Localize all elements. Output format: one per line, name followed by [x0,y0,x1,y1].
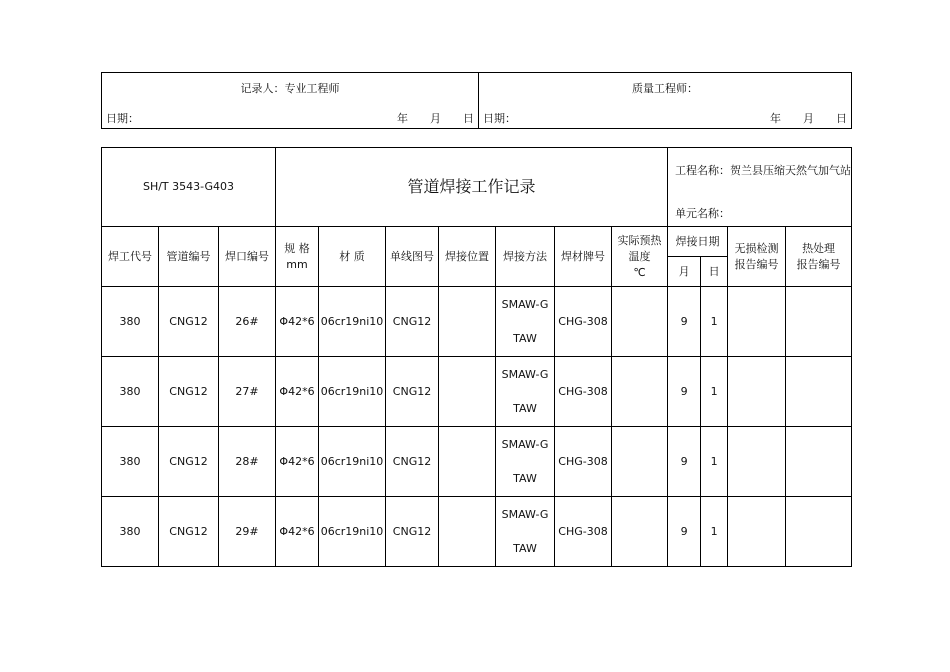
header-heat [786,227,852,287]
header-spec [276,227,319,287]
header-preheat-unit: ℃ [633,265,646,279]
cell-preheat [612,497,668,567]
quality-date-label: 日期： [483,112,516,125]
header-pipe-no: 管道编号 [159,227,219,287]
cell-method-line1: SMAW-G [501,297,549,311]
cell-day: 1 [701,357,728,427]
cell-ndt [728,357,786,427]
cell-consumable: CHG-308 [555,357,612,427]
cell-month: 9 [668,497,701,567]
cell-method-line1: SMAW-G [501,507,549,521]
cell-welder: 380 [102,357,159,427]
cell-heat [786,357,852,427]
cell-method [496,357,555,427]
cell-joint: 28# [219,427,276,497]
quality-label: 质量工程师： [632,82,698,95]
cell-drawing: CNG12 [386,287,439,357]
cell-position [439,287,496,357]
header-drawing-no: 单线图号 [386,227,439,287]
cell-drawing: CNG12 [386,497,439,567]
month-label: 月 [803,112,814,125]
header-welder-code: 焊工代号 [102,227,159,287]
project-name-line [675,163,851,179]
day-label: 日 [836,112,847,125]
cell-welder: 380 [102,427,159,497]
cell-month: 9 [668,427,701,497]
cell-position [439,427,496,497]
cell-preheat [612,357,668,427]
quality-signature-cell [479,73,852,129]
cell-day: 1 [701,427,728,497]
header-month: 月 [668,257,701,287]
header-date: 焊接日期 [668,227,728,257]
header-ndt-line1: 无损检测 [734,241,779,255]
year-label: 年 [770,112,781,125]
table-row [102,497,852,567]
cell-welder: 380 [102,287,159,357]
cell-heat [786,287,852,357]
cell-method [496,427,555,497]
table-row [102,427,852,497]
cell-method-line2: TAW [513,541,537,555]
header-heat-line1: 热处理 [802,241,836,255]
cell-method-line1: SMAW-G [501,437,549,451]
cell-drawing: CNG12 [386,427,439,497]
cell-method [496,497,555,567]
recorder-label: 记录人：专业工程师 [240,82,340,95]
signature-table [101,72,852,129]
header-spec-label: 规 格 [284,241,310,255]
header-preheat [612,227,668,287]
header-day: 日 [701,257,728,287]
cell-ndt [728,427,786,497]
cell-consumable: CHG-308 [555,497,612,567]
cell-spec: Φ42*6 [276,497,319,567]
cell-consumable: CHG-308 [555,427,612,497]
project-label: 工程名称： [675,164,731,177]
cell-material: 06cr19ni10 [319,357,386,427]
table-row [102,357,852,427]
recorder-signature-cell [102,73,479,129]
header-consumable: 焊材牌号 [555,227,612,287]
unit-label: 单元名称： [675,207,731,220]
project-info-cell [668,148,852,227]
day-label: 日 [463,112,474,125]
cell-pipe: CNG12 [159,287,219,357]
year-label: 年 [397,112,408,125]
cell-pipe: CNG12 [159,497,219,567]
cell-position [439,357,496,427]
cell-drawing: CNG12 [386,357,439,427]
cell-pipe: CNG12 [159,427,219,497]
cell-pipe: CNG12 [159,357,219,427]
cell-welder: 380 [102,497,159,567]
header-method: 焊接方法 [496,227,555,287]
cell-method-line2: TAW [513,331,537,345]
header-ndt-line2: 报告编号 [734,257,779,271]
cell-heat [786,427,852,497]
cell-material: 06cr19ni10 [319,497,386,567]
cell-heat [786,497,852,567]
cell-joint: 27# [219,357,276,427]
cell-joint: 26# [219,287,276,357]
header-joint-no: 焊口编号 [219,227,276,287]
cell-joint: 29# [219,497,276,567]
form-title: 管道焊接工作记录 [276,148,668,227]
cell-ndt [728,497,786,567]
cell-day: 1 [701,287,728,357]
header-preheat-line2: 温度 [628,249,651,263]
header-material: 材 质 [319,227,386,287]
cell-material: 06cr19ni10 [319,287,386,357]
quality-date-fields [752,110,847,126]
form-code: SH/T 3543-G403 [102,148,276,227]
cell-consumable: CHG-308 [555,287,612,357]
header-spec-unit: mm [286,257,308,271]
header-preheat-line1: 实际预热 [617,233,662,247]
cell-method-line1: SMAW-G [501,367,549,381]
project-name: 贺兰县压缩天然气加气站 [730,164,852,177]
cell-method-line2: TAW [513,471,537,485]
cell-spec: Φ42*6 [276,427,319,497]
cell-preheat [612,427,668,497]
cell-spec: Φ42*6 [276,287,319,357]
recorder-date-label: 日期： [106,112,139,125]
cell-preheat [612,287,668,357]
recorder-date-fields [379,110,474,126]
table-row [102,287,852,357]
cell-method-line2: TAW [513,401,537,415]
cell-month: 9 [668,287,701,357]
month-label: 月 [430,112,441,125]
header-ndt [728,227,786,287]
cell-material: 06cr19ni10 [319,427,386,497]
cell-position [439,497,496,567]
welding-record-table [101,147,852,567]
cell-spec: Φ42*6 [276,357,319,427]
header-position: 焊接位置 [439,227,496,287]
header-heat-line2: 报告编号 [796,257,841,271]
cell-ndt [728,287,786,357]
cell-method [496,287,555,357]
header-row [102,227,852,257]
cell-month: 9 [668,357,701,427]
cell-day: 1 [701,497,728,567]
